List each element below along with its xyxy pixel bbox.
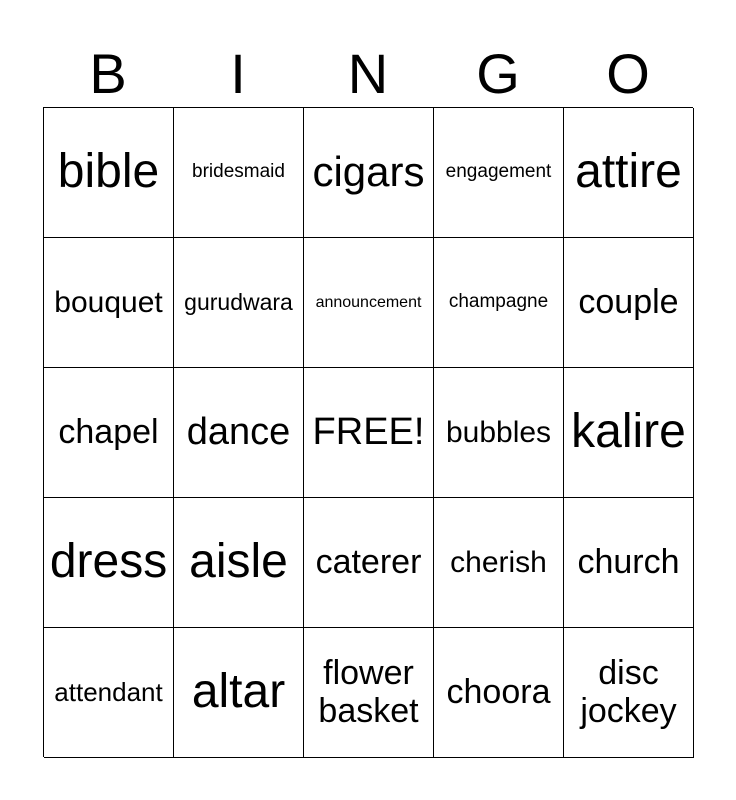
bingo-cell[interactable]: bridesmaid: [174, 108, 304, 238]
bingo-cell[interactable]: cigars: [304, 108, 434, 238]
bingo-cell[interactable]: bible: [44, 108, 174, 238]
bingo-cell[interactable]: dance: [174, 368, 304, 498]
bingo-cell[interactable]: flower basket: [304, 628, 434, 758]
bingo-cell[interactable]: disc jockey: [564, 628, 694, 758]
header-letter-i: I: [230, 42, 246, 105]
bingo-cell[interactable]: gurudwara: [174, 238, 304, 368]
bingo-cell[interactable]: bubbles: [434, 368, 564, 498]
bingo-cell[interactable]: cherish: [434, 498, 564, 628]
bingo-cell[interactable]: bouquet: [44, 238, 174, 368]
header-letter-o: O: [606, 42, 650, 105]
bingo-cell[interactable]: attendant: [44, 628, 174, 758]
bingo-cell[interactable]: chapel: [44, 368, 174, 498]
bingo-cell[interactable]: caterer: [304, 498, 434, 628]
bingo-cell[interactable]: engagement: [434, 108, 564, 238]
bingo-cell[interactable]: champagne: [434, 238, 564, 368]
bingo-cell[interactable]: announcement: [304, 238, 434, 368]
free-space-cell[interactable]: FREE!: [304, 368, 434, 498]
header-letter-g: G: [476, 42, 520, 105]
bingo-header: [43, 40, 693, 108]
bingo-cell[interactable]: aisle: [174, 498, 304, 628]
bingo-cell[interactable]: kalire: [564, 368, 694, 498]
bingo-cell[interactable]: choora: [434, 628, 564, 758]
bingo-cell[interactable]: dress: [44, 498, 174, 628]
header-letter-n: N: [347, 42, 389, 105]
bingo-cell[interactable]: altar: [174, 628, 304, 758]
bingo-cell[interactable]: attire: [564, 108, 694, 238]
header-letter-b: B: [89, 42, 127, 105]
bingo-cell[interactable]: church: [564, 498, 694, 628]
bingo-cell[interactable]: couple: [564, 238, 694, 368]
bingo-board: [43, 107, 693, 757]
